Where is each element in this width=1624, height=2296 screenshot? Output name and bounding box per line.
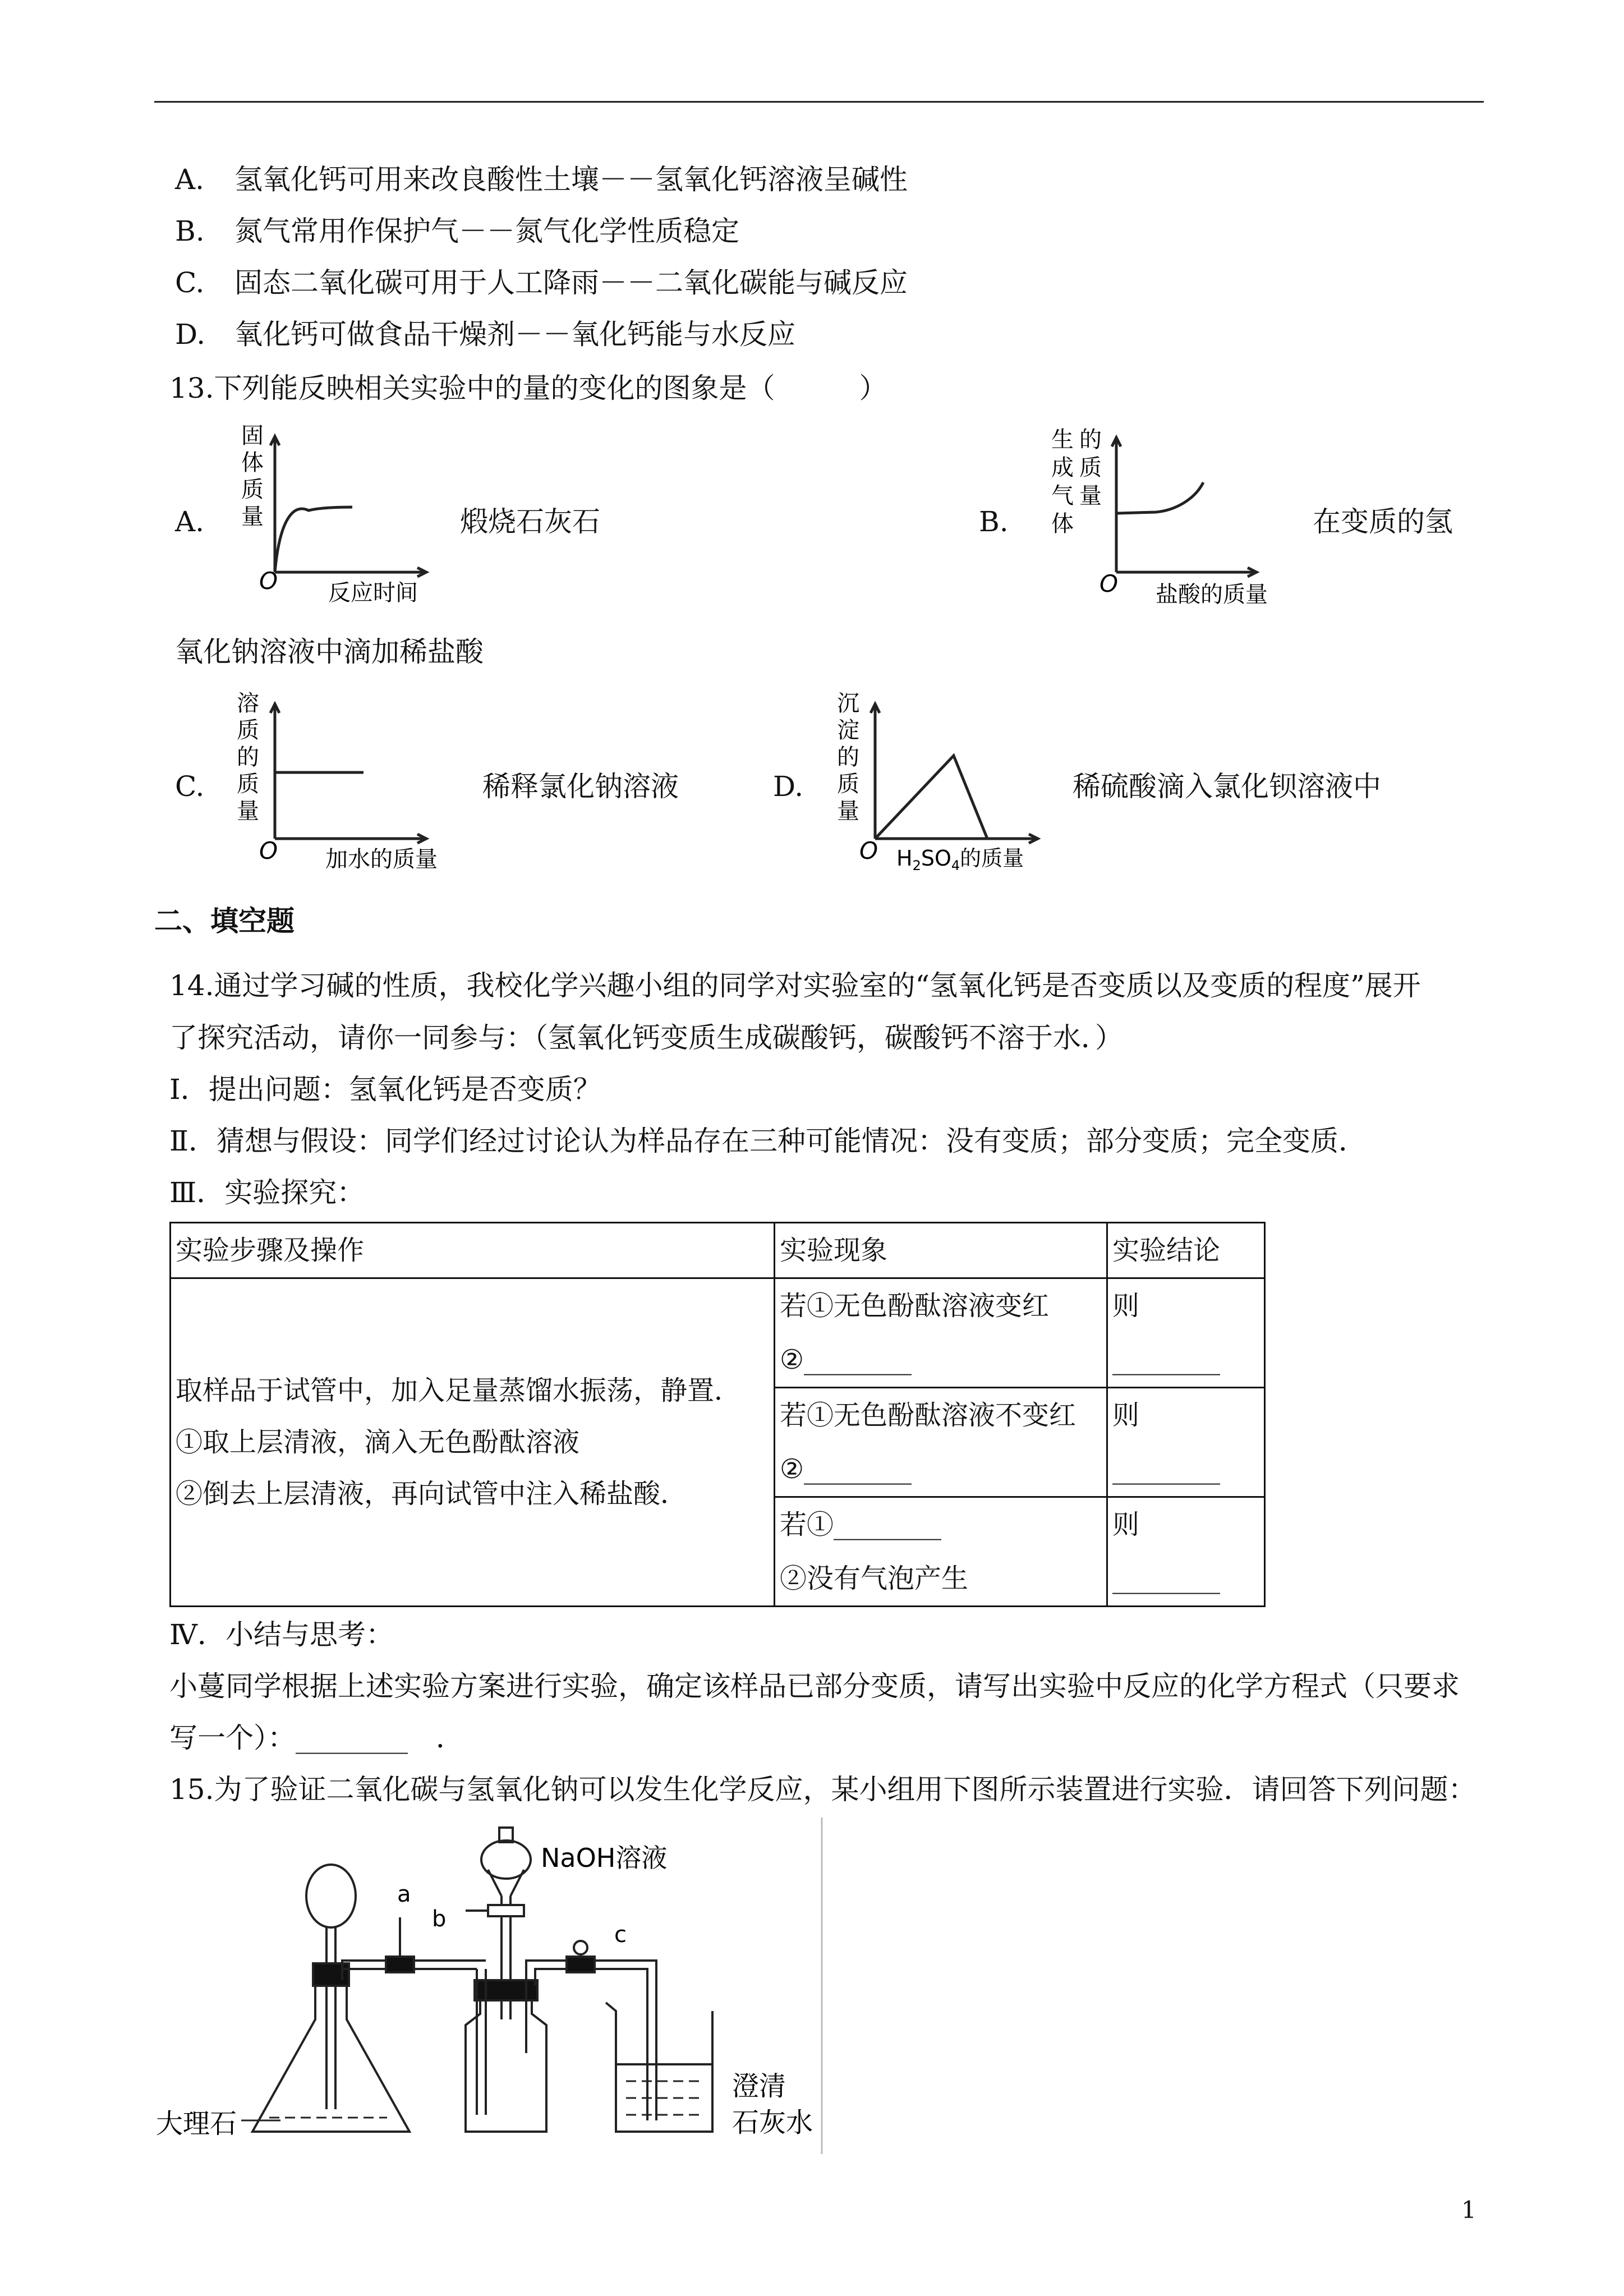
graph-b-ylabel-5: 气 [1051, 483, 1074, 509]
graph-a-xlabel: 反应时间 [328, 580, 418, 606]
q12-option-c: C. [175, 266, 205, 299]
graph-a-origin: O [259, 567, 278, 595]
limewater-label-1: 澄清 [732, 2070, 786, 2102]
procedure-line-3: ②倒去上层清液，再向试管中注入稀盐酸． [176, 1478, 688, 1510]
q13-stem: 13.下列能反映相关实验中的量的变化的图象是（ ） [169, 372, 887, 404]
q14-step-1: Ⅰ．提出问题：氢氧化钙是否变质？ [169, 1073, 601, 1106]
conclusion-cell-1: 则 ________ [1107, 1278, 1265, 1388]
limewater-label-2: 石灰水 [732, 2107, 813, 2138]
graph-c-origin: O [259, 837, 278, 864]
naoh-solution-label: NaOH溶液 [541, 1843, 668, 1873]
q14-line-1: 14.通过学习碱的性质，我校化学兴趣小组的同学对实验室的“氢氧化钙是否变质以及变质的程度”展开 [169, 969, 1421, 1002]
graph-a [224, 421, 466, 617]
q13-d-desc: 稀硫酸滴入氯化钡溶液中 [1073, 770, 1381, 803]
graph-b-ylabel-3: 成 [1051, 455, 1074, 481]
graph-a-ylabel-1: 固 [241, 423, 264, 449]
graph-a-ylabel-2: 体 [241, 450, 264, 476]
q13-a-desc: 煅烧石灰石 [460, 505, 600, 538]
graph-a-ylabel-3: 质 [241, 477, 264, 503]
graph-d-xlabel: $H_2SO_4$的质量 [896, 846, 1024, 873]
q13-c-desc: 稀释氯化钠溶液 [482, 770, 679, 803]
graph-b-xlabel: 盐酸的质量 [1156, 582, 1268, 608]
graph-d-ylabel-2: 淀 [837, 717, 859, 743]
conclusion-cell-3: 则 ________ [1107, 1497, 1265, 1607]
graph-b-ylabel-1: 生 [1051, 427, 1074, 453]
q12-option-b: B. [175, 215, 205, 247]
q13-b-desc-2: 氧化钠溶液中滴加稀盐酸 [175, 636, 484, 668]
graph-b-ylabel-6: 量 [1079, 483, 1102, 509]
table-procedure-cell [171, 1278, 775, 1607]
q12-option-b-text: 氮气常用作保护气－－氮气化学性质稳定 [234, 215, 739, 247]
valve-b-label: b [432, 1906, 447, 1932]
graph-b-origin: O [1099, 570, 1119, 597]
graph-d-ylabel-1: 沉 [837, 691, 859, 716]
table-header-procedure: 实验步骤及操作 [171, 1223, 775, 1278]
valve-c-label: c [614, 1922, 627, 1948]
q14-step-3: Ⅲ．实验探究： [169, 1176, 365, 1209]
header-rule [154, 101, 1484, 103]
graph-c-ylabel-1: 溶 [237, 691, 259, 716]
graph-c-xlabel: 加水的质量 [325, 846, 438, 872]
q13-a-label: A. [175, 505, 205, 538]
graph-d-ylabel-4: 质 [837, 771, 859, 797]
q12-option-c-text: 固态二氧化碳可用于人工降雨－－二氧化碳能与碱反应 [234, 266, 908, 299]
graph-c-ylabel-3: 的 [237, 744, 259, 770]
q12-option-d: D. [175, 318, 206, 351]
marble-label: 大理石 [156, 2108, 237, 2139]
graph-d-ylabel-5: 量 [837, 798, 859, 824]
graph-b-ylabel-4: 质 [1079, 455, 1102, 481]
q14-summary-2: 写一个）：________ ． [169, 1722, 464, 1754]
experiment-table [169, 1222, 1266, 1607]
section-title: 二、填空题 [154, 905, 295, 937]
phenomenon-cell-1: 若①无色酚酞溶液变红 ②________ [775, 1278, 1107, 1388]
table-row [171, 1278, 1265, 1388]
valve-a-label: a [397, 1881, 411, 1907]
procedure-line-1: 取样品于试管中，加入足量蒸馏水振荡，静置． [176, 1375, 742, 1406]
graph-d-ylabel-3: 的 [837, 744, 859, 770]
phenomenon-cell-2: 若①无色酚酞溶液不变红 ②________ [775, 1388, 1107, 1497]
page-number: 1 [1461, 2196, 1476, 2224]
q14-line-2: 了探究活动，请你一同参与：（氢氧化钙变质生成碳酸钙，碳酸钙不溶于水．） [169, 1022, 1123, 1054]
graph-b-ylabel-7: 体 [1051, 511, 1074, 537]
q14-step-2: Ⅱ．猜想与假设：同学们经过讨论认为样品存在三种可能情况：没有变质；部分变质；完全变质． [169, 1125, 1367, 1157]
graph-a-ylabel-4: 量 [241, 504, 264, 530]
graph-b [1043, 424, 1313, 617]
q15-stem: 15.为了验证二氧化碳与氢氧化钠可以发生化学反应，某小组用下图所示装置进行实验．请回答下列问题： [169, 1773, 1476, 1806]
graph-c-ylabel-2: 质 [237, 717, 259, 743]
apparatus-diagram [151, 1818, 825, 2165]
q12-option-d-text: 氧化钙可做食品干燥剂－－氧化钙能与水反应 [234, 318, 795, 351]
q12-option-a-text: 氢氧化钙可用来改良酸性土壤－－氢氧化钙溶液呈碱性 [234, 163, 908, 196]
procedure-line-2: ①取上层清液，滴入无色酚酞溶液 [176, 1427, 580, 1458]
q12-option-a: A. [175, 163, 205, 196]
graph-c-ylabel-5: 量 [237, 798, 259, 824]
graph-d-origin: O [859, 837, 878, 864]
phenomenon-cell-3: 若①________ ②没有气泡产生 [775, 1497, 1107, 1607]
table-header-phenomenon: 实验现象 [775, 1223, 1107, 1278]
q13-d-label: D. [773, 770, 804, 803]
graph-d [825, 687, 1088, 881]
q13-c-label: C. [175, 770, 205, 803]
conclusion-cell-2: 则 ________ [1107, 1388, 1265, 1497]
graph-c [224, 687, 494, 881]
table-header-conclusion: 实验结论 [1107, 1223, 1265, 1278]
q13-b-desc-1: 在变质的氢 [1313, 505, 1453, 538]
q14-summary-1: 小蔓同学根据上述实验方案进行实验，确定该样品已部分变质，请写出实验中反应的化学方程式（只要求 [169, 1670, 1460, 1703]
q14-step-4: Ⅳ．小结与思考： [169, 1618, 394, 1651]
table-header-row [171, 1223, 1265, 1278]
q13-b-label: B. [979, 505, 1009, 538]
graph-b-ylabel-2: 的 [1079, 427, 1102, 453]
graph-c-ylabel-4: 质 [237, 771, 259, 797]
